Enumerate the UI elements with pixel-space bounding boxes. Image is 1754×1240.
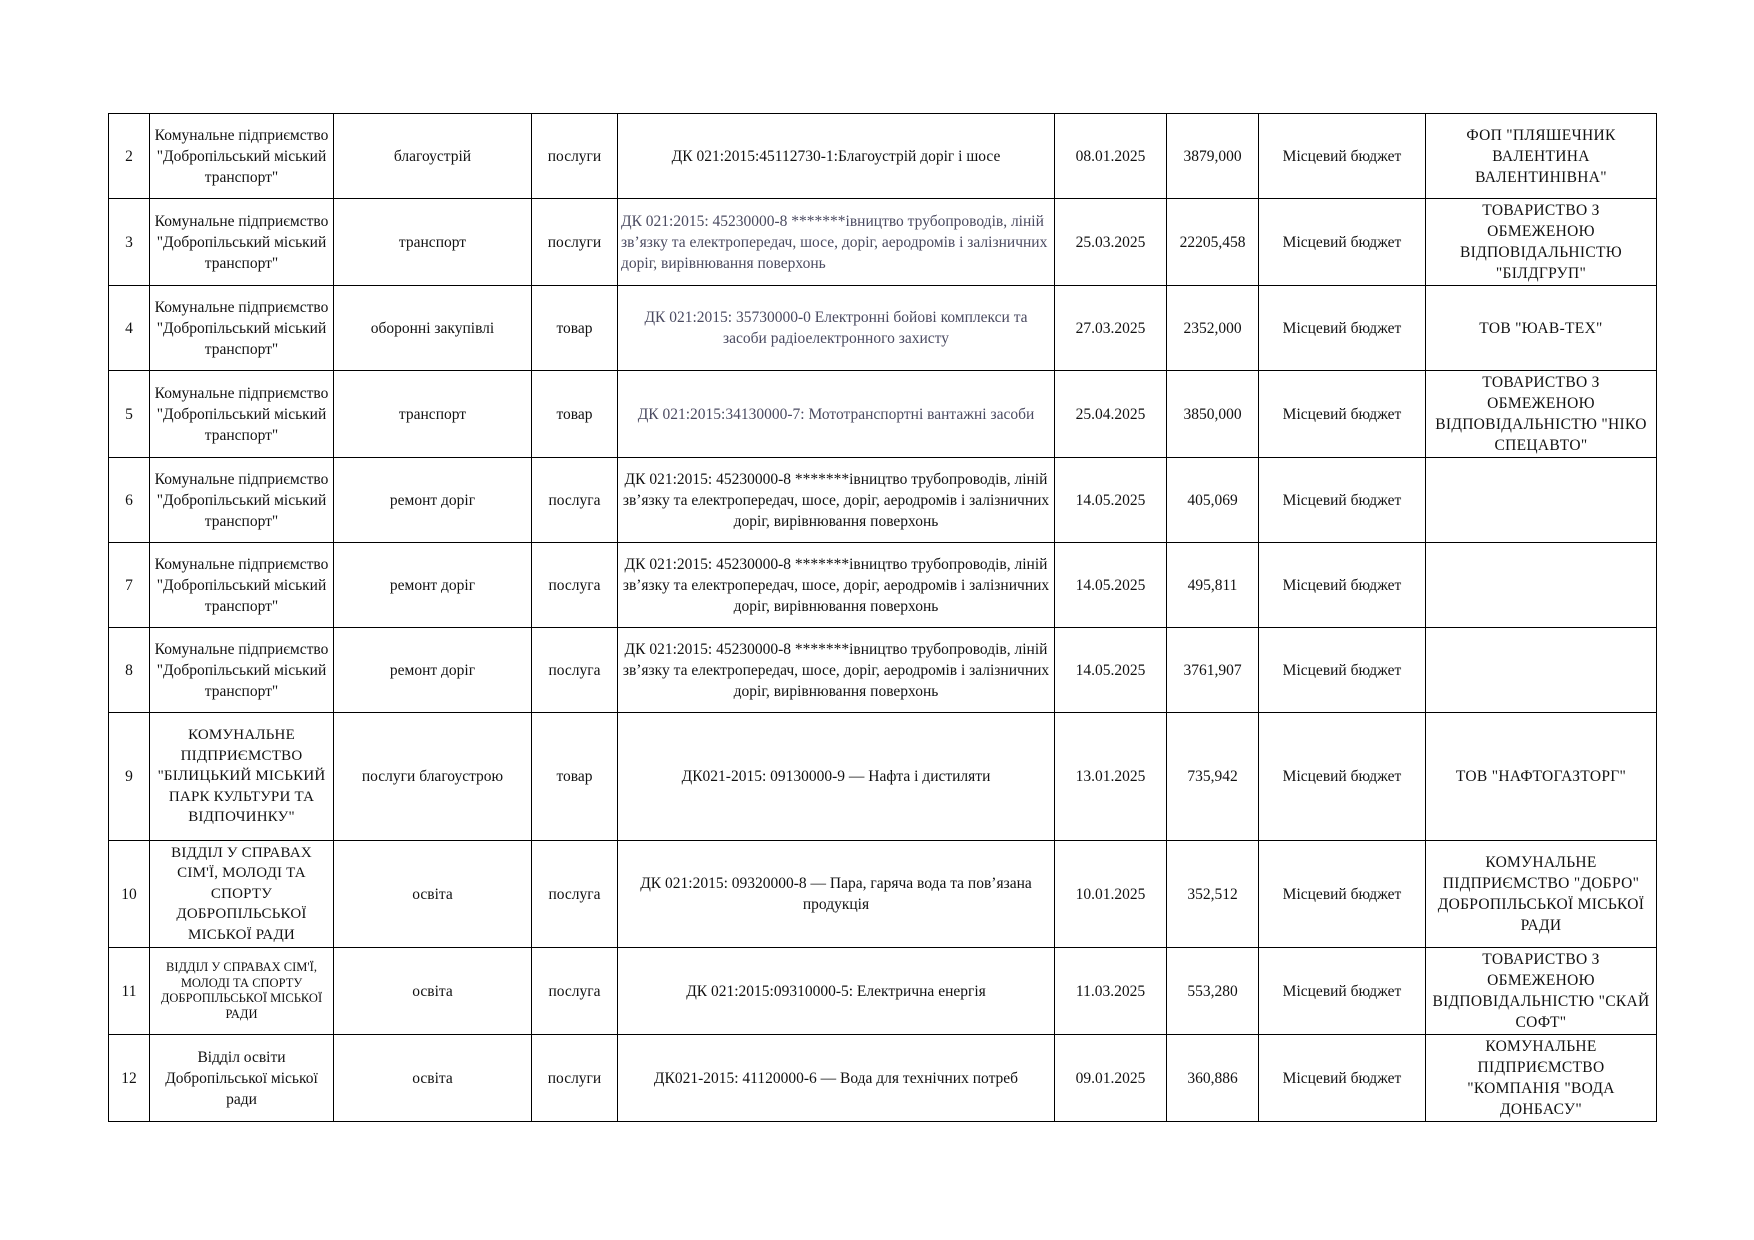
supplier-cell xyxy=(1426,628,1657,713)
table-row xyxy=(109,543,1657,628)
type-cell: послуга xyxy=(532,628,618,713)
category-cell: ремонт доріг xyxy=(334,628,532,713)
date-cell: 09.01.2025 xyxy=(1055,1035,1167,1122)
item-code-cell: ДК 021:2015: 45230000-8 *******івництво трубопроводів, ліній зв’язку та електропередач, шосе, доріг, аеродромів і залізничних доріг, вирівнювання поверхонь xyxy=(618,543,1055,628)
type-cell: послуги xyxy=(532,114,618,199)
supplier-cell: ФОП "ПЛЯШЕЧНИК ВАЛЕНТИНА ВАЛЕНТИНІВНА" xyxy=(1426,114,1657,199)
category-cell: ремонт доріг xyxy=(334,543,532,628)
procurement-table xyxy=(108,113,1657,1122)
supplier-cell: ТОВАРИСТВО З ОБМЕЖЕНОЮ ВІДПОВІДАЛЬНІСТЮ "БІЛДГРУП" xyxy=(1426,199,1657,286)
customer-cell: Комунальне підприємство "Добропільський міський транспорт" xyxy=(150,458,334,543)
supplier-cell: ТОВ "ЮАВ-ТЕХ" xyxy=(1426,286,1657,371)
budget-cell: Місцевий бюджет xyxy=(1259,841,1426,948)
row-number: 4 xyxy=(109,286,150,371)
table-row xyxy=(109,1035,1657,1122)
row-number: 12 xyxy=(109,1035,150,1122)
type-cell: послуги xyxy=(532,199,618,286)
row-number: 8 xyxy=(109,628,150,713)
amount-cell: 405,069 xyxy=(1167,458,1259,543)
table-row xyxy=(109,371,1657,458)
budget-cell: Місцевий бюджет xyxy=(1259,543,1426,628)
row-number: 11 xyxy=(109,948,150,1035)
date-cell: 13.01.2025 xyxy=(1055,713,1167,841)
row-number: 2 xyxy=(109,114,150,199)
type-cell: товар xyxy=(532,286,618,371)
row-number: 9 xyxy=(109,713,150,841)
date-cell: 14.05.2025 xyxy=(1055,628,1167,713)
row-number: 6 xyxy=(109,458,150,543)
amount-cell: 22205,458 xyxy=(1167,199,1259,286)
supplier-cell xyxy=(1426,543,1657,628)
category-cell: освіта xyxy=(334,948,532,1035)
amount-cell: 2352,000 xyxy=(1167,286,1259,371)
item-code-cell: ДК 021:2015:45112730-1:Благоустрій доріг і шосе xyxy=(618,114,1055,199)
table-row xyxy=(109,458,1657,543)
supplier-cell xyxy=(1426,458,1657,543)
table-row xyxy=(109,114,1657,199)
customer-cell: Відділ освіти Добропільської міської ради xyxy=(150,1035,334,1122)
customer-cell: КОМУНАЛЬНЕ ПІДПРИЄМСТВО "БІЛИЦЬКИЙ МІСЬКИЙ ПАРК КУЛЬТУРИ ТА ВІДПОЧИНКУ" xyxy=(150,713,334,841)
item-code-cell: ДК021-2015: 41120000-6 — Вода для технічних потреб xyxy=(618,1035,1055,1122)
table-row xyxy=(109,286,1657,371)
budget-cell: Місцевий бюджет xyxy=(1259,286,1426,371)
item-code-cell: ДК 021:2015: 45230000-8 *******івництво трубопроводів, ліній зв’язку та електропередач, шосе, доріг, аеродромів і залізничних доріг, вирівнювання поверхонь xyxy=(618,199,1055,286)
customer-cell: Комунальне підприємство "Добропільський міський транспорт" xyxy=(150,114,334,199)
budget-cell: Місцевий бюджет xyxy=(1259,628,1426,713)
item-code-cell: ДК 021:2015: 35730000-0 Електронні бойові комплекси та засоби радіоелектронного захисту xyxy=(618,286,1055,371)
amount-cell: 3761,907 xyxy=(1167,628,1259,713)
amount-cell: 360,886 xyxy=(1167,1035,1259,1122)
date-cell: 25.03.2025 xyxy=(1055,199,1167,286)
customer-cell: Комунальне підприємство "Добропільський міський транспорт" xyxy=(150,628,334,713)
customer-cell: Комунальне підприємство "Добропільський міський транспорт" xyxy=(150,199,334,286)
customer-cell: Комунальне підприємство "Добропільський міський транспорт" xyxy=(150,371,334,458)
type-cell: послуга xyxy=(532,841,618,948)
supplier-cell: ТОВАРИСТВО З ОБМЕЖЕНОЮ ВІДПОВІДАЛЬНІСТЮ "СКАЙ СОФТ" xyxy=(1426,948,1657,1035)
date-cell: 11.03.2025 xyxy=(1055,948,1167,1035)
table-row xyxy=(109,948,1657,1035)
budget-cell: Місцевий бюджет xyxy=(1259,114,1426,199)
customer-cell: Комунальне підприємство "Добропільський міський транспорт" xyxy=(150,543,334,628)
item-code-cell: ДК 021:2015:09310000-5: Електрична енергія xyxy=(618,948,1055,1035)
category-cell: транспорт xyxy=(334,371,532,458)
row-number: 7 xyxy=(109,543,150,628)
item-code-cell: ДК 021:2015: 45230000-8 *******івництво трубопроводів, ліній зв’язку та електропередач, шосе, доріг, аеродромів і залізничних доріг, вирівнювання поверхонь xyxy=(618,458,1055,543)
category-cell: ремонт доріг xyxy=(334,458,532,543)
table-row xyxy=(109,199,1657,286)
category-cell: транспорт xyxy=(334,199,532,286)
date-cell: 27.03.2025 xyxy=(1055,286,1167,371)
date-cell: 10.01.2025 xyxy=(1055,841,1167,948)
budget-cell: Місцевий бюджет xyxy=(1259,458,1426,543)
item-code-cell: ДК 021:2015: 09320000-8 — Пара, гаряча вода та пов’язана продукція xyxy=(618,841,1055,948)
row-number: 5 xyxy=(109,371,150,458)
budget-cell: Місцевий бюджет xyxy=(1259,371,1426,458)
type-cell: товар xyxy=(532,713,618,841)
amount-cell: 735,942 xyxy=(1167,713,1259,841)
date-cell: 08.01.2025 xyxy=(1055,114,1167,199)
category-cell: освіта xyxy=(334,1035,532,1122)
table-row xyxy=(109,628,1657,713)
budget-cell: Місцевий бюджет xyxy=(1259,948,1426,1035)
date-cell: 25.04.2025 xyxy=(1055,371,1167,458)
type-cell: послуга xyxy=(532,948,618,1035)
amount-cell: 3879,000 xyxy=(1167,114,1259,199)
amount-cell: 553,280 xyxy=(1167,948,1259,1035)
row-number: 3 xyxy=(109,199,150,286)
date-cell: 14.05.2025 xyxy=(1055,458,1167,543)
table-row xyxy=(109,841,1657,948)
customer-cell: ВІДДІЛ У СПРАВАХ СІМ'Ї, МОЛОДІ ТА СПОРТУ ДОБРОПІЛЬСЬКОЇ МІСЬКОЇ РАДИ xyxy=(150,948,334,1035)
amount-cell: 352,512 xyxy=(1167,841,1259,948)
category-cell: послуги благоустрою xyxy=(334,713,532,841)
type-cell: послуга xyxy=(532,543,618,628)
budget-cell: Місцевий бюджет xyxy=(1259,713,1426,841)
customer-cell: Комунальне підприємство "Добропільський міський транспорт" xyxy=(150,286,334,371)
type-cell: послуга xyxy=(532,458,618,543)
item-code-cell: ДК 021:2015:34130000-7: Мототранспортні вантажні засоби xyxy=(618,371,1055,458)
date-cell: 14.05.2025 xyxy=(1055,543,1167,628)
amount-cell: 3850,000 xyxy=(1167,371,1259,458)
customer-cell: ВІДДІЛ У СПРАВАХ СІМ'Ї, МОЛОДІ ТА СПОРТУ ДОБРОПІЛЬСЬКОЇ МІСЬКОЇ РАДИ xyxy=(150,841,334,948)
item-code-cell: ДК 021:2015: 45230000-8 *******івництво трубопроводів, ліній зв’язку та електропередач, шосе, доріг, аеродромів і залізничних доріг, вирівнювання поверхонь xyxy=(618,628,1055,713)
budget-cell: Місцевий бюджет xyxy=(1259,1035,1426,1122)
type-cell: товар xyxy=(532,371,618,458)
supplier-cell: КОМУНАЛЬНЕ ПІДПРИЄМСТВО "КОМПАНІЯ "ВОДА ДОНБАСУ" xyxy=(1426,1035,1657,1122)
type-cell: послуги xyxy=(532,1035,618,1122)
supplier-cell: КОМУНАЛЬНЕ ПІДПРИЄМСТВО "ДОБРО" ДОБРОПІЛЬСЬКОЇ МІСЬКОЇ РАДИ xyxy=(1426,841,1657,948)
budget-cell: Місцевий бюджет xyxy=(1259,199,1426,286)
amount-cell: 495,811 xyxy=(1167,543,1259,628)
category-cell: освіта xyxy=(334,841,532,948)
row-number: 10 xyxy=(109,841,150,948)
category-cell: оборонні закупівлі xyxy=(334,286,532,371)
supplier-cell: ТОВ "НАФТОГАЗТОРГ" xyxy=(1426,713,1657,841)
category-cell: благоустрій xyxy=(334,114,532,199)
supplier-cell: ТОВАРИСТВО З ОБМЕЖЕНОЮ ВІДПОВІДАЛЬНІСТЮ "НІКО СПЕЦАВТО" xyxy=(1426,371,1657,458)
item-code-cell: ДК021-2015: 09130000-9 — Нафта і дистиляти xyxy=(618,713,1055,841)
table-row xyxy=(109,713,1657,841)
